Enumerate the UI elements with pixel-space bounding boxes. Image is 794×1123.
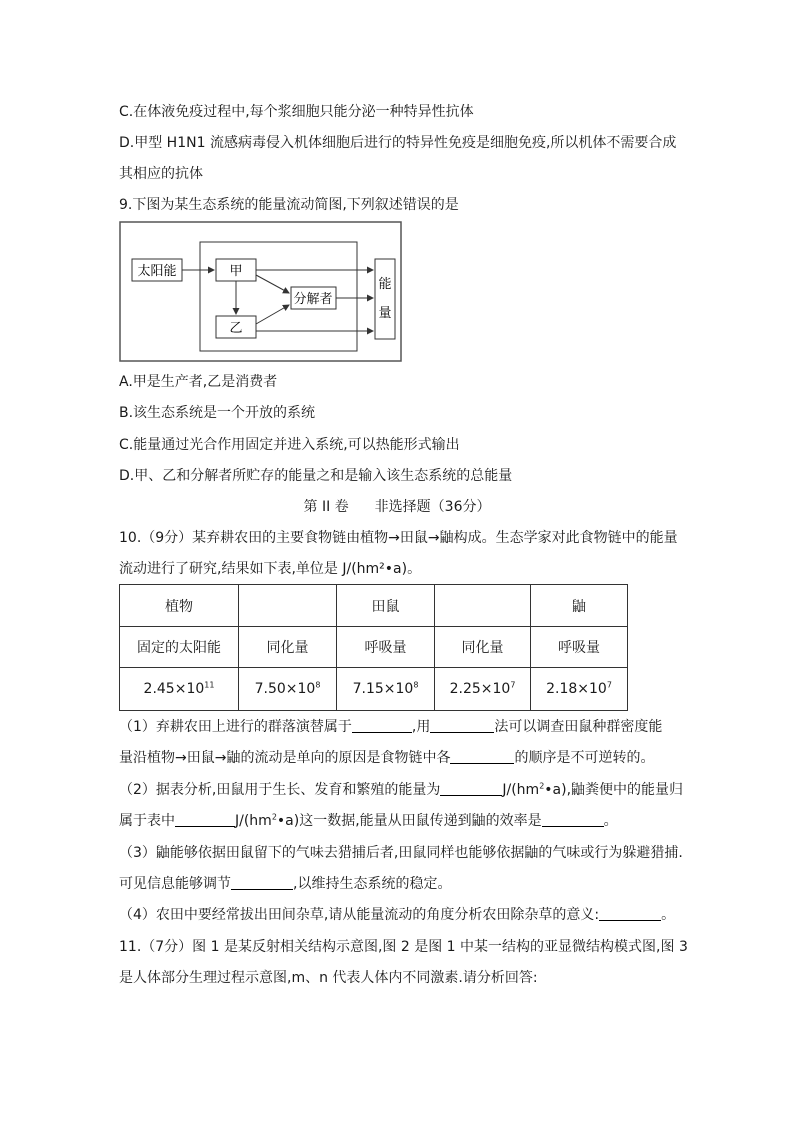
energy-label-1: 能 <box>378 277 392 292</box>
energy-label-2: 量 <box>378 306 392 321</box>
section-two-heading <box>0 497 794 517</box>
value-assimilation-weasel: $2.25\times 10^7$ <box>435 668 531 711</box>
q10-stem-line1: 10.（9分）某弃耕农田的主要食物链由植物→田鼠→鼬构成。生态学家对此食物链中的能量 <box>119 530 678 546</box>
q10-part3-line1: （3）鼬能够依据田鼠留下的气味去猎捕后者,田鼠同样也能够依据鼬的气味或行为躲避猎捕. <box>119 845 683 861</box>
value-assimilation-mouse: $7.50\times 10^8$ <box>239 668 337 711</box>
q9-stem: 9.下图为某生态系统的能量流动简图,下列叙述错误的是 <box>119 197 459 213</box>
answer-blank[interactable] <box>450 749 514 764</box>
q9-option-b: B.该生态系统是一个开放的系统 <box>119 405 316 421</box>
decomposer-label: 分解者 <box>293 292 333 307</box>
header-plant: 植物 <box>120 585 239 627</box>
q10-part3-line2: 可见信息能够调节 ,以维持生态系统的稳定。 <box>119 876 452 892</box>
q8-option-c: C.在体液免疫过程中,每个浆细胞只能分泌一种特异性抗体 <box>119 104 474 120</box>
q8-option-d-line1: D.甲型 H1N1 流感病毒侵入机体细胞后进行的特异性免疫是细胞免疫,所以机体不需要合成 <box>119 135 677 151</box>
subheader-respiration-weasel: 呼吸量 <box>531 627 628 668</box>
q10-part1-line2: 量沿植物→田鼠→鼬的流动是单向的原因是食物链中各 的顺序是不可逆转的。 <box>119 750 655 766</box>
header-mouse: 田鼠 <box>337 585 435 627</box>
subheader-assimilation-weasel: 同化量 <box>435 627 531 668</box>
subheader-assimilation-mouse: 同化量 <box>239 627 337 668</box>
yi-label: 乙 <box>229 321 243 336</box>
header-empty-1 <box>239 585 337 627</box>
q8-option-d-line2: 其相应的抗体 <box>119 166 203 182</box>
value-fixed-solar: $2.45\times 10^{11}$ <box>120 668 239 711</box>
q11-stem-line2: 是人体部分生理过程示意图,m、n 代表人体内不同激素.请分析回答: <box>119 970 538 986</box>
value-respiration-weasel: $2.18\times 10^7$ <box>531 668 628 711</box>
answer-blank[interactable] <box>599 906 661 921</box>
header-weasel: 鼬 <box>531 585 628 627</box>
energy-flow-diagram <box>119 221 402 362</box>
q10-stem-line2: 流动进行了研究,结果如下表,单位是 J/(hm²•a)。 <box>119 561 422 577</box>
subheader-fixed-solar: 固定的太阳能 <box>120 627 239 668</box>
sun-label: 太阳能 <box>137 264 177 279</box>
q11-stem-line1: 11.（7分）图 1 是某反射相关结构示意图,图 2 是图 1 中某一结构的亚显微结构模式图,图 3 <box>119 939 688 955</box>
q10-part4: （4）农田中要经常拔出田间杂草,请从能量流动的角度分析农田除杂草的意义: 。 <box>119 907 676 923</box>
answer-blank[interactable] <box>352 718 412 733</box>
q9-option-c: C.能量通过光合作用固定并进入系统,可以热能形式输出 <box>119 437 460 453</box>
answer-blank[interactable] <box>175 812 235 827</box>
q10-part2-line1: （2）据表分析,田鼠用于生长、发育和繁殖的能量为 $J/(hm^2•a)$,鼬粪便中的能量归 <box>119 781 684 798</box>
q9-option-d: D.甲、乙和分解者所贮存的能量之和是输入该生态系统的总能量 <box>119 468 513 484</box>
energy-table <box>119 584 628 711</box>
q9-option-a: A.甲是生产者,乙是消费者 <box>119 374 278 390</box>
value-respiration-mouse: $7.15\times 10^8$ <box>337 668 435 711</box>
answer-blank[interactable] <box>440 781 502 796</box>
diagram-frame <box>120 222 401 361</box>
jia-label: 甲 <box>229 264 243 279</box>
section-two-name: 非选择题（36分） <box>374 499 491 515</box>
section-two-part: 第 II 卷 <box>303 499 349 515</box>
answer-blank[interactable] <box>542 812 604 827</box>
q10-part2-line2: 属于表中 $J/(hm^2•a)$这一数据,能量从田鼠传递到鼬的效率是 。 <box>119 812 618 829</box>
header-empty-2 <box>435 585 531 627</box>
answer-blank[interactable] <box>231 875 293 890</box>
q10-part1-line1: （1）弃耕农田上进行的群落演替属于 ,用 法可以调查田鼠种群密度能 <box>119 719 663 735</box>
answer-blank[interactable] <box>430 718 494 733</box>
subheader-respiration-mouse: 呼吸量 <box>337 627 435 668</box>
